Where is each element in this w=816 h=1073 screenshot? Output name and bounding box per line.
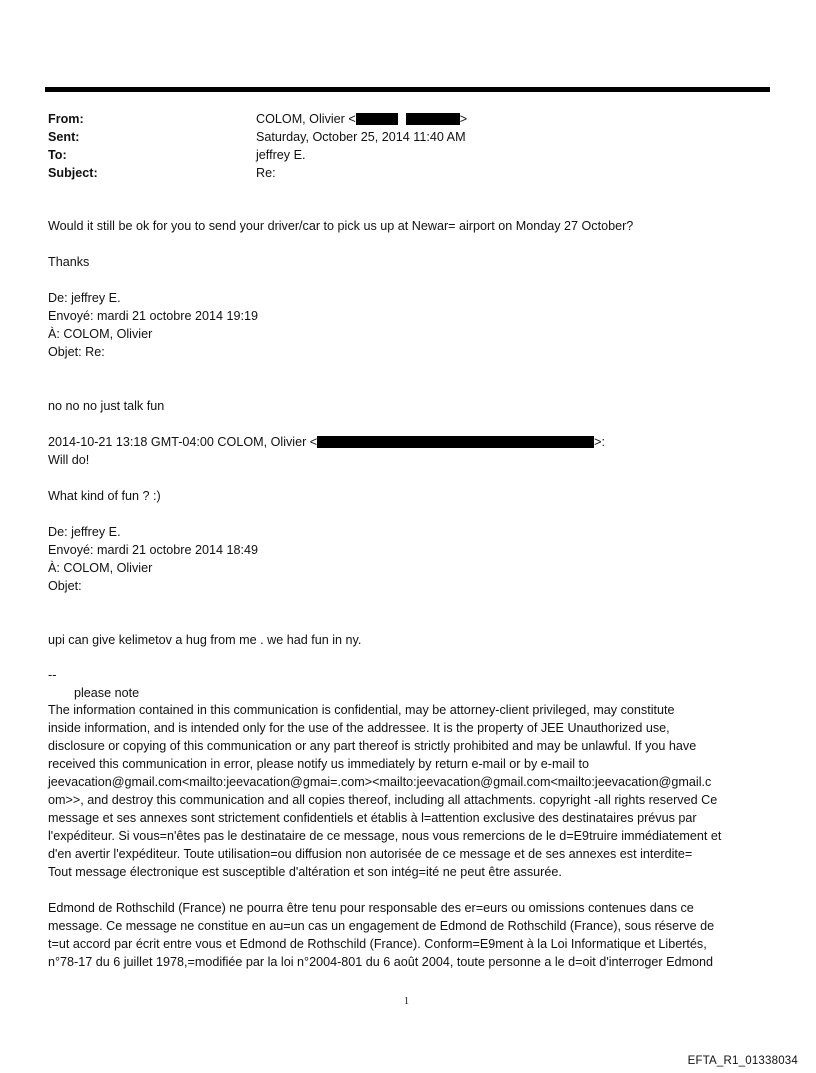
sent-label: Sent:	[48, 130, 80, 144]
quote-sent: Envoyé: mardi 21 octobre 2014 19:19	[48, 309, 259, 323]
from-value	[256, 110, 467, 128]
disclaimer-line: Tout message électronique est susceptible d'altération et son intég=ité ne peut être assurée.	[48, 865, 562, 879]
quote-to: À: COLOM, Olivier	[48, 327, 153, 341]
redaction-box	[406, 113, 460, 125]
quote-to: À: COLOM, Olivier	[48, 561, 153, 575]
redaction-box	[356, 113, 398, 125]
legal-line: message. Ce message ne constitue en au=un cas un engagement de Edmond de Rothschild (France), sous réserve de	[48, 919, 715, 933]
disclaimer-line: om>>, and destroy this communication and all copies thereof, including all attachments. copyright -all rights reserved Ce	[48, 793, 718, 807]
quote-subject: Objet: Re:	[48, 345, 105, 359]
to-value: jeffrey E.	[256, 148, 306, 162]
disclaimer-line: l'expéditeur. Si vous=n'êtes pas le destinataire de ce message, nous vous remercions de le d=E9truire immédiatement et	[48, 829, 722, 843]
sent-value: Saturday, October 25, 2014 11:40 AM	[256, 130, 466, 144]
quote-header-line	[48, 433, 605, 451]
body-line: What kind of fun ? :)	[48, 489, 161, 503]
from-label: From:	[48, 112, 84, 126]
disclaimer-line: message et ses annexes sont strictement confidentiels et établis à l=attention exclusive des destinataires prévus par	[48, 811, 697, 825]
disclaimer-line: received this communication in error, please notify us immediately by return e-mail or by e-mail to	[48, 757, 590, 771]
disclaimer-line: d'en avertir l'expéditeur. Toute utilisation=ou diffusion non autorisée de ce message et de ses annexes est interdite=	[48, 847, 693, 861]
disclaimer-line: jeevacation@gmail.com<mailto:jeevacation@gmai=.com><mailto:jeevacation@gmail.com<mailto:jeevacation@gmail.c	[48, 775, 712, 789]
quote-header-close: >:	[594, 435, 606, 449]
signature-note: please note	[74, 686, 140, 700]
quote-from: De: jeffrey E.	[48, 525, 121, 539]
body-line: Would it still be ok for you to send your driver/car to pick us up at Newar= airport on Monday 27 October?	[48, 219, 634, 233]
redaction-box	[317, 436, 594, 448]
body-line: no no no just talk fun	[48, 399, 165, 413]
legal-line: t=ut accord par écrit entre vous et Edmond de Rothschild (France). Conform=E9ment à la Loi Informatique et Libertés,	[48, 937, 707, 951]
to-label: To:	[48, 148, 67, 162]
quote-sent: Envoyé: mardi 21 octobre 2014 18:49	[48, 543, 259, 557]
page-number: 1	[404, 996, 409, 1007]
disclaimer-line: The information contained in this communication is confidential, may be attorney-client privileged, may constitute	[48, 703, 675, 717]
legal-line: Edmond de Rothschild (France) ne pourra être tenu pour responsable des er=eurs ou omissions contenues dans ce	[48, 901, 694, 915]
from-close: >	[459, 112, 468, 126]
signature-dash: --	[48, 668, 57, 682]
disclaimer-line: inside information, and is intended only for the use of the addressee. It is the property of JEE Unauthorized use,	[48, 721, 670, 735]
body-line: upi can give kelimetov a hug from me . we had fun in ny.	[48, 633, 362, 647]
body-line: Will do!	[48, 453, 90, 467]
subject-label: Subject:	[48, 166, 98, 180]
from-name: COLOM, Olivier <	[256, 112, 356, 126]
disclaimer-line: disclosure or copying of this communication or any part thereof is strictly prohibited and may be unlawful. If you have	[48, 739, 697, 753]
legal-line: n°78-17 du 6 juillet 1978,=modifiée par la loi n°2004-801 du 6 août 2004, toute personne a le d=oit d'interroger Edmond	[48, 955, 714, 969]
header-rule	[45, 87, 770, 92]
quote-header-text: 2014-10-21 13:18 GMT-04:00 COLOM, Olivier <	[48, 435, 318, 449]
body-line: Thanks	[48, 255, 90, 269]
quote-subject: Objet:	[48, 579, 82, 593]
subject-value: Re:	[256, 166, 276, 180]
quote-from: De: jeffrey E.	[48, 291, 121, 305]
document-id: EFTA_R1_01338034	[687, 1055, 798, 1067]
